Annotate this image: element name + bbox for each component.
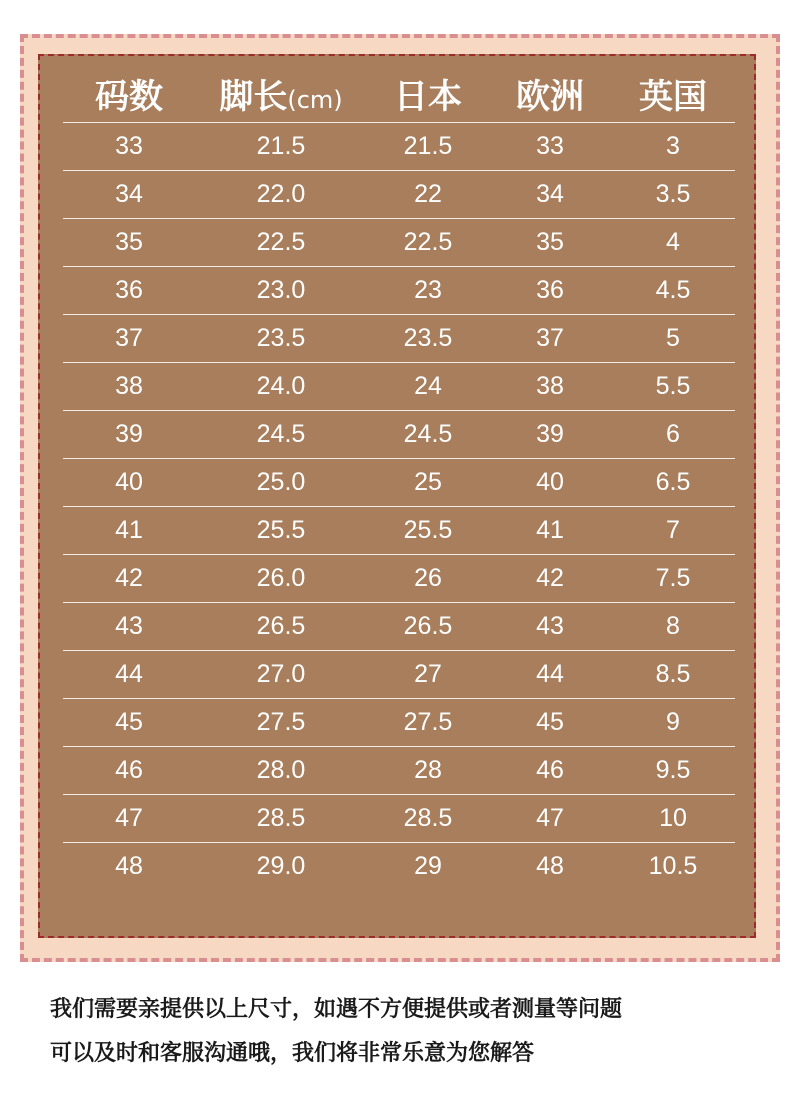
cell-japan: 25.5 [367,507,489,555]
cell-japan: 26.5 [367,603,489,651]
cell-foot-length: 27.0 [195,651,367,699]
footer-line-2: 可以及时和客服沟通哦，我们将非常乐意为您解答 [50,1041,535,1066]
cell-europe: 46 [489,747,611,795]
table-row [63,651,735,699]
cell-size: 40 [63,459,195,507]
header-size: 码数 [63,64,195,123]
cell-size: 47 [63,795,195,843]
table-row [63,123,735,171]
cell-europe: 48 [536,852,564,880]
cell-japan: 27 [367,651,489,699]
cell-uk: 5.5 [611,363,735,411]
cell-uk: 10.5 [648,852,698,880]
cell-uk: 8 [611,603,735,651]
cell-europe: 38 [489,363,611,411]
cell-foot-length: 24.0 [195,363,367,411]
cell-size: 33 [63,123,195,171]
cell-foot-length: 29.0 [256,852,306,880]
cell-foot-length: 24.5 [195,411,367,459]
table-row [63,459,735,507]
cell-japan: 28 [367,747,489,795]
table-row [63,747,735,795]
cell-size: 39 [63,411,195,459]
table-body [63,123,735,891]
cell-japan: 22 [367,171,489,219]
size-chart-table [63,64,735,890]
cell-europe: 47 [489,795,611,843]
cell-japan: 24 [367,363,489,411]
cell-japan: 25 [367,459,489,507]
cell-size: 42 [63,555,195,603]
cell-europe: 35 [489,219,611,267]
cell-size: 38 [63,363,195,411]
cell-foot-length: 21.5 [195,123,367,171]
cell-europe: 43 [489,603,611,651]
cell-foot-length: 26.5 [195,603,367,651]
cell-size: 46 [63,747,195,795]
cell-uk: 3 [611,123,735,171]
cell-foot-length: 23.5 [195,315,367,363]
header-foot-length-unit: (cm) [287,85,343,114]
table-row [63,795,735,843]
table-row [63,699,735,747]
cell-uk: 5 [611,315,735,363]
table-row [63,315,735,363]
cell-europe: 37 [489,315,611,363]
cell-foot-length: 25.0 [195,459,367,507]
table-row [63,363,735,411]
cell-uk: 4.5 [611,267,735,315]
table-row [63,267,735,315]
cell-uk: 6 [611,411,735,459]
cell-europe: 39 [489,411,611,459]
table-header-row [63,64,735,123]
cell-uk: 9.5 [611,747,735,795]
header-foot-length: 脚长(cm) [195,64,367,123]
cell-uk: 6.5 [611,459,735,507]
header-europe: 欧洲 [489,64,611,123]
cell-size: 43 [63,603,195,651]
header-japan: 日本 [367,64,489,123]
header-uk: 英国 [611,64,735,123]
cell-foot-length: 22.5 [195,219,367,267]
cell-uk: 10 [611,795,735,843]
table-row [63,411,735,459]
cell-japan: 24.5 [367,411,489,459]
cell-japan: 22.5 [367,219,489,267]
cell-size: 35 [63,219,195,267]
table-row [63,555,735,603]
cell-japan: 23.5 [367,315,489,363]
cell-uk: 7 [611,507,735,555]
cell-foot-length: 26.0 [195,555,367,603]
table-row [63,843,735,891]
cell-europe: 44 [489,651,611,699]
cell-japan: 23 [367,267,489,315]
cell-foot-length: 28.0 [195,747,367,795]
cell-size: 48 [115,852,143,880]
cell-uk: 3.5 [611,171,735,219]
table-row [63,603,735,651]
cell-size: 37 [63,315,195,363]
table-row [63,171,735,219]
cell-size: 45 [63,699,195,747]
footer-note [50,988,770,1076]
cell-foot-length: 27.5 [195,699,367,747]
cell-europe: 33 [489,123,611,171]
cell-europe: 45 [489,699,611,747]
cell-size: 41 [63,507,195,555]
cell-uk: 9 [611,699,735,747]
table-row [63,507,735,555]
cell-europe: 40 [489,459,611,507]
cell-japan: 26 [367,555,489,603]
cell-foot-length: 22.0 [195,171,367,219]
cell-uk: 4 [611,219,735,267]
cell-japan: 27.5 [367,699,489,747]
cell-japan: 28.5 [367,795,489,843]
cell-foot-length: 23.0 [195,267,367,315]
table-row [63,219,735,267]
cell-uk: 8.5 [611,651,735,699]
cell-japan: 29 [414,852,442,880]
cell-size: 44 [63,651,195,699]
footer-line-1: 我们需要亲提供以上尺寸，如遇不方便提供或者测量等问题 [50,997,623,1022]
cell-europe: 34 [489,171,611,219]
cell-foot-length: 25.5 [195,507,367,555]
cell-europe: 42 [489,555,611,603]
cell-size: 34 [63,171,195,219]
cell-japan: 21.5 [367,123,489,171]
cell-europe: 41 [489,507,611,555]
cell-size: 36 [63,267,195,315]
cell-foot-length: 28.5 [195,795,367,843]
cell-uk: 7.5 [611,555,735,603]
cell-europe: 36 [489,267,611,315]
